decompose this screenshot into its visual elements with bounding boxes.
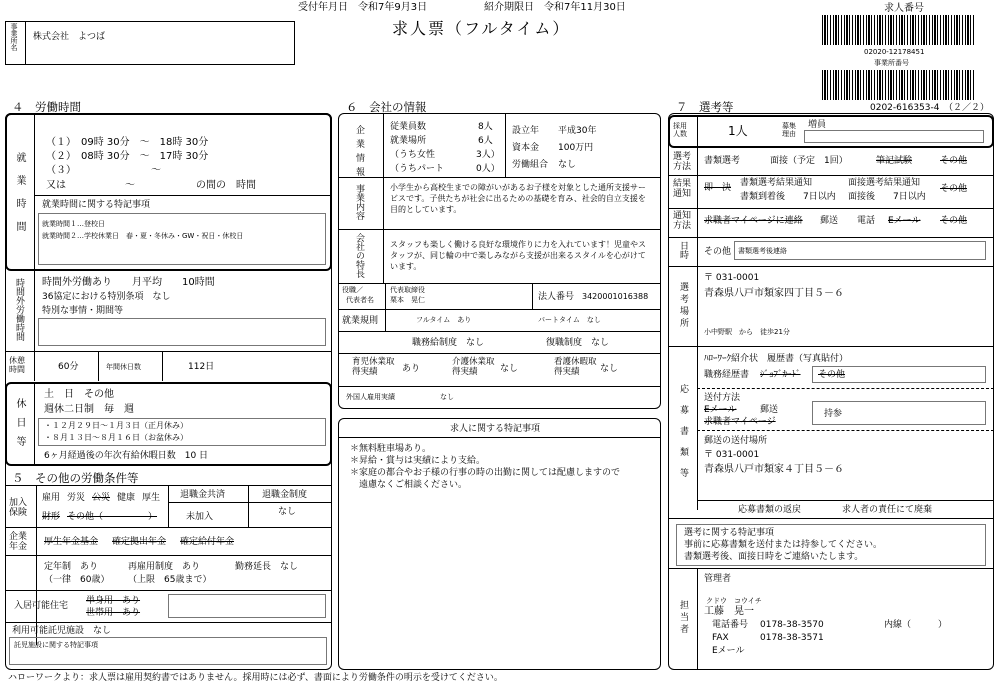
annual-holiday-value: 112日 xyxy=(188,362,215,372)
disposal: 求人者の責任にて廃棄 xyxy=(842,505,933,515)
docs-3: ｼﾞｮﾌﾞｶｰﾄﾞ xyxy=(760,370,801,380)
retire-fund-value: 未加入 xyxy=(186,512,214,522)
retire-age: 定年制 あり xyxy=(44,562,99,572)
site: 6人 xyxy=(478,136,493,146)
housing-single: 単身用 あり xyxy=(86,596,141,606)
page-number: （２／２） xyxy=(944,103,990,113)
notify-3: 電話 xyxy=(857,216,876,226)
result-5: 面接後 7日以内 xyxy=(848,192,926,202)
holiday-4: ・８月１３日～８月１６日（お盆休み） xyxy=(44,433,188,442)
office-number: 0202-616353-4 xyxy=(870,103,940,113)
ins-health: 健康 xyxy=(117,493,136,503)
rep-label-1: 役職／ xyxy=(342,286,363,294)
method-label: 選考方法 xyxy=(673,152,692,173)
housing-family: 世帯用 あり xyxy=(86,608,141,618)
method-1: 書類選考 xyxy=(704,156,741,166)
place-access: 小中野駅 から 徒歩21分 xyxy=(704,328,790,336)
ins-koukai: 公災 xyxy=(92,493,111,503)
founded: 平成30年 xyxy=(558,126,597,136)
send-2: 郵送 xyxy=(760,405,779,415)
selection-special-3: 書類選考後、面接日時をご連絡いたします。 xyxy=(684,552,864,562)
work-time-special-label: 就業時間に関する特記事項 xyxy=(42,200,151,210)
retire-age-detail: （一律 60歳） xyxy=(44,575,110,585)
phone: 0178-38-3570 xyxy=(760,620,824,630)
job-special-heading: 求人に関する特記事項 xyxy=(450,424,541,434)
corp-no-label: 法人番号 xyxy=(538,292,575,302)
overtime-label: 時間外労働時間 xyxy=(14,278,24,341)
site-label: 就業場所 xyxy=(390,136,427,146)
office-name: 株式会社 よつば xyxy=(33,32,106,42)
result-4: 書類到着後 7日以内 xyxy=(740,192,836,202)
company-label: 企業情報 xyxy=(354,125,364,181)
phone-label: 電話番号 xyxy=(712,620,749,630)
foreign-label: 外国人雇用実績 xyxy=(346,393,395,401)
break-value: 60分 xyxy=(58,362,79,372)
job-special-1: ＊無料駐車場あり。 xyxy=(350,444,432,454)
job-special-4: 遠慮なくご相談ください。 xyxy=(350,480,468,490)
rep-name: 栗本 晃仁 xyxy=(390,296,425,304)
retire-fund-label: 退職金共済 xyxy=(180,490,226,500)
ins-pension: 厚生 xyxy=(142,493,161,503)
business-text: 小学生から高校生までの障がいがあるお子様を対象とした通所支援サービスです。子供たちが社会に出るための基礎を育み、社会的自立支援を目的としています。 xyxy=(390,183,646,214)
accept-date: 受付年月日 令和7年9月3日 xyxy=(298,2,428,13)
extension: 勤務延長 なし xyxy=(235,562,299,572)
work-time-label: 就業時間 xyxy=(14,152,25,244)
job-special-3: ＊家庭の都合やお子様の行事の時の出勤に関しては配慮しますので xyxy=(350,468,621,478)
childcare-note: 託児施設に関する特記事項 xyxy=(14,641,98,649)
email-label: Eメール xyxy=(712,646,745,656)
ins-employ: 雇用 xyxy=(42,493,61,503)
shift-3: （３） ～ xyxy=(46,165,161,176)
job-number-barcode xyxy=(822,15,974,45)
method-4: その他 xyxy=(940,156,968,166)
housing-label: 入居可能住宅 xyxy=(14,601,69,611)
retire-system-label: 退職金制度 xyxy=(262,490,308,500)
return-docs: 応募書類の返戻 xyxy=(738,505,802,515)
feature-label: 会社の特長 xyxy=(354,233,364,278)
break-label: 休憩時間 xyxy=(9,356,25,375)
corp-pension-1: 厚生年金基金 xyxy=(44,537,99,547)
extension-label: 内線（ ） xyxy=(884,620,948,630)
overtime-box xyxy=(38,318,326,346)
reason-box xyxy=(804,130,984,143)
fax-label: FAX xyxy=(712,633,729,643)
holiday-3: ・１２月２９日～１月３日（正月休み） xyxy=(44,421,188,430)
female-label: （うち女性 xyxy=(390,150,436,160)
care-leave-label: 介護休業取得実績 xyxy=(452,357,495,377)
corp-pension-2: 確定拠出年金 xyxy=(112,537,167,547)
or-text: 又は xyxy=(46,180,66,191)
job-number: 02020-12178451 xyxy=(864,48,925,56)
mail-label: 郵送の送付場所 xyxy=(704,436,768,446)
method-3: 筆記試験 xyxy=(876,156,913,166)
section6-heading: ６ 会社の情報 xyxy=(346,100,427,114)
shift-2: （２） 08時 30分 ～ 17時 30分 xyxy=(46,151,209,162)
rep-title: 代表取締役 xyxy=(390,286,425,294)
page-title: 求人票（フルタイム） xyxy=(392,19,571,38)
date-note: 書類選考後連絡 xyxy=(738,247,787,255)
employees: 8人 xyxy=(478,122,493,132)
docs-2: 職務経歴書 xyxy=(704,370,750,380)
nursing-leave: なし xyxy=(600,364,619,374)
holiday-2: 週休二日制 毎 週 xyxy=(44,404,134,415)
ins-rousai: 労災 xyxy=(67,493,86,503)
overtime-1: 時間外労働あり 月平均 10時間 xyxy=(42,277,215,288)
corp-pension-label: 企業年金 xyxy=(9,532,28,553)
hire-label: 採用人数 xyxy=(673,122,687,139)
office-number-label: 事業所番号 xyxy=(874,59,909,67)
result-6: その他 xyxy=(940,184,968,194)
contact-name: 工藤 晃一 xyxy=(704,606,754,617)
mail-address: 青森県八戸市類家４丁目５－６ xyxy=(704,464,844,475)
reason-label: 募集理由 xyxy=(782,122,796,139)
notify-4: Eメール xyxy=(888,216,921,226)
ins-other: その他（ ） xyxy=(67,512,158,522)
send-1: Eメール xyxy=(704,405,737,415)
overtime-3: 特別な事情・期間等 xyxy=(42,306,124,316)
insurance-label: 加入保険 xyxy=(9,498,28,519)
method-2: 面接（予定 1回） xyxy=(770,156,848,166)
childcare: 利用可能託児施設 なし xyxy=(12,626,112,636)
union-label: 労働組合 xyxy=(512,160,549,170)
date-value: その他 xyxy=(704,247,732,257)
corp-no: 3420001016388 xyxy=(582,292,649,301)
office-name-box xyxy=(5,21,295,65)
capital-label: 資本金 xyxy=(512,143,540,153)
section7-heading: ７ 選考等 xyxy=(676,100,734,114)
part-label: （うちパート xyxy=(390,164,445,174)
capital: 100万円 xyxy=(558,143,594,153)
result-label: 結果通知 xyxy=(673,179,692,200)
work-time-special-2: 就業時間２…学校休業日 春・夏・冬休み・GW・祝日・休校日 xyxy=(42,232,244,240)
rehire: 再雇用制度 あり xyxy=(128,562,201,572)
job-number-label: 求人番号 xyxy=(884,3,924,14)
notify-5: その他 xyxy=(940,216,968,226)
section4-heading: ４ 労働時間 xyxy=(12,100,81,114)
reason-value: 増員 xyxy=(808,120,827,130)
return-system: 復職制度 なし xyxy=(546,338,610,348)
send-4: 持参 xyxy=(824,409,843,419)
notify-1: 求職者マイページに連絡 xyxy=(704,216,803,226)
paid-leave: 6ヶ月経過後の年次有給休暇日数 10 日 xyxy=(44,451,209,461)
dept-system: 職務給制度 なし xyxy=(412,338,485,348)
docs-1: ﾊﾛｰﾜｰｸ紹介状 履歴書（写真貼付） xyxy=(704,354,849,364)
fax: 0178-38-3571 xyxy=(760,633,824,643)
union: なし xyxy=(558,160,577,170)
docs-label: 応募書類等 xyxy=(678,384,688,489)
mail-zip: 〒 031-0001 xyxy=(704,450,760,460)
work-time-special-1: 就業時間１…登校日 xyxy=(42,220,105,228)
result-1: 即 決 xyxy=(704,183,732,193)
office-name-label: 事業所名 xyxy=(10,23,18,51)
childcare-leave-label: 育児休業取得実績 xyxy=(352,357,395,377)
overtime-2: 36協定における特別条項 なし xyxy=(42,292,171,302)
office-number-barcode xyxy=(822,70,974,100)
rules-full: フルタイム あり xyxy=(416,316,472,324)
holiday-1: 土 日 その他 xyxy=(44,389,114,400)
notify-label: 通知方法 xyxy=(673,211,692,232)
send-label: 送付方法 xyxy=(704,393,741,403)
contact-kana: クドウ コウイチ xyxy=(706,597,762,605)
docs-4: その他 xyxy=(818,370,846,380)
docs-other-box xyxy=(812,366,986,383)
feature-text: スタッフも楽しく働ける良好な環境作りに力を入れています！児童やスタッフが、同じ輪の中で楽しみながら支援が出来るスタイルを心がけています。 xyxy=(390,240,646,271)
footer-note: ハローワークより：求人票は雇用契約書ではありません。採用時には必ず、書面により労働条件の明示を受けてください。 xyxy=(8,673,503,683)
place-address: 青森県八戸市類家四丁目５－６ xyxy=(704,288,844,299)
rules-label: 就業規則 xyxy=(342,316,379,326)
nursing-leave-label: 看護休暇取得実績 xyxy=(554,357,597,377)
result-2: 書類選考結果通知 xyxy=(740,178,813,188)
rehire-detail: （上限 65歳まで） xyxy=(128,575,212,585)
part: 0人） xyxy=(476,164,500,174)
selection-special-1: 選考に関する特記事項 xyxy=(684,528,775,538)
section5-heading: ５ その他の労働条件等 xyxy=(12,471,139,485)
contact-title: 管理者 xyxy=(704,574,732,584)
ins-zaikei: 財形 xyxy=(42,512,61,522)
rules-part: パートタイム なし xyxy=(538,316,601,324)
job-special-2: ＊昇給・賞与は実績により支給。 xyxy=(350,456,486,466)
intro-period: 紹介期限日 令和7年11月30日 xyxy=(484,2,626,13)
shift-1: （１） 09時 30分 ～ 18時 30分 xyxy=(46,137,209,148)
place-zip: 〒 031-0001 xyxy=(704,273,760,283)
business-label: 事業内容 xyxy=(354,184,364,220)
rep-label-2: 代表者名 xyxy=(346,296,374,304)
selection-special-2: 事前に応募書類を送付または持参してください。 xyxy=(684,540,883,550)
or-tilde: ～ xyxy=(125,180,135,191)
childcare-leave: あり xyxy=(402,364,421,374)
female: 3人） xyxy=(476,150,500,160)
notify-2: 郵送 xyxy=(820,216,839,226)
date-label: 日時 xyxy=(678,241,688,259)
annual-holiday-label: 年間休日数 xyxy=(106,363,141,371)
foreign: なし xyxy=(440,393,454,401)
hire-count: 1人 xyxy=(728,124,748,138)
employees-label: 従業員数 xyxy=(390,122,427,132)
retire-system-value: なし xyxy=(278,507,297,517)
holiday-label: 休日等 xyxy=(14,398,25,455)
care-leave: なし xyxy=(500,364,519,374)
founded-label: 設立年 xyxy=(512,126,540,136)
contact-label: 担当者 xyxy=(678,600,688,636)
housing-box xyxy=(168,594,326,618)
place-label: 選考場所 xyxy=(678,282,688,330)
or-hours: の間の 時間 xyxy=(196,180,256,191)
corp-pension-3: 確定給付年金 xyxy=(180,537,235,547)
result-3: 面接選考結果通知 xyxy=(848,178,921,188)
send-3: 求職者マイページ xyxy=(704,417,776,427)
